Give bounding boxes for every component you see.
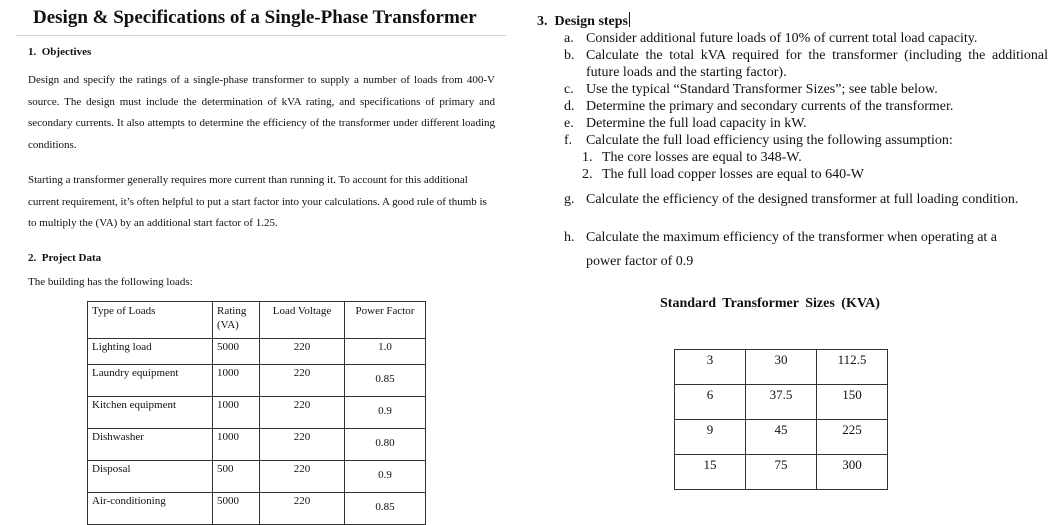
design-steps-heading-text: 3. Design steps (537, 14, 629, 29)
power-factor-cell: 0.9 (345, 397, 426, 429)
voltage-cell: 220 (260, 461, 345, 493)
rating-cell: 1000 (213, 365, 260, 397)
step-text: Determine the full load capacity in kW. (586, 116, 807, 131)
step-f-1 (582, 149, 1042, 166)
loads-table-header (88, 302, 426, 339)
size-cell: 150 (817, 385, 888, 420)
loads-table (87, 301, 426, 525)
voltage-cell: 220 (260, 493, 345, 525)
size-cell: 9 (675, 420, 746, 455)
rating-cell: 5000 (213, 339, 260, 365)
step-marker: g. (564, 192, 575, 207)
table-row (675, 350, 888, 385)
voltage-cell: 220 (260, 397, 345, 429)
step-text: The full load copper losses are equal to 640-W (602, 167, 865, 182)
rating-cell: 5000 (213, 493, 260, 525)
load-type-cell: Disposal (88, 461, 213, 493)
column-header: Load Voltage (260, 302, 345, 339)
project-data-intro: The building has the following loads: (28, 276, 193, 288)
load-type-cell: Dishwasher (88, 429, 213, 461)
step-marker: 1. (582, 150, 593, 165)
objectives-paragraph-2: Starting a transformer generally requires more current than running it. To account for this additional current requirement, it’s often helpful to put a start factor into your calculations. A good rule of thumb is to multiply the (VA) by an additional start factor of 1.25. (28, 174, 487, 230)
table-row (675, 455, 888, 490)
title-divider (16, 35, 506, 36)
step-c (564, 81, 1044, 98)
table-row (88, 397, 426, 429)
size-cell: 112.5 (817, 350, 888, 385)
power-factor-cell: 0.85 (345, 493, 426, 525)
voltage-cell: 220 (260, 429, 345, 461)
size-cell: 37.5 (746, 385, 817, 420)
step-g (564, 191, 1054, 208)
step-text: Calculate the full load efficiency using the following assumption: (586, 133, 953, 148)
size-cell: 3 (675, 350, 746, 385)
step-e (564, 115, 1044, 132)
design-steps-heading (537, 12, 630, 30)
step-text: The core losses are equal to 348-W. (602, 150, 802, 165)
objectives-paragraph-1: Design and specify the ratings of a single-phase transformer to supply a number of loads from 400-V source. The design must include the determination of kVA rating, and specifications of primary and secondary currents. It also attempts to determine the efficiency of the transformer under different loading conditions. (28, 74, 495, 152)
step-f-2 (582, 166, 1042, 183)
size-cell: 300 (817, 455, 888, 490)
power-factor-cell: 0.80 (345, 429, 426, 461)
rating-cell: 500 (213, 461, 260, 493)
table-row (88, 493, 426, 525)
step-marker: 2. (582, 167, 593, 182)
step-d (564, 98, 1044, 115)
text-cursor (629, 12, 630, 27)
size-cell: 75 (746, 455, 817, 490)
step-b (564, 47, 1048, 81)
step-marker: a. (564, 31, 574, 46)
column-header: Type of Loads (88, 302, 213, 339)
step-marker: c. (564, 82, 574, 97)
rating-cell: 1000 (213, 429, 260, 461)
step-text: Calculate the maximum efficiency of the transformer when operating at a power factor of 0.9 (586, 230, 998, 269)
table-row (88, 461, 426, 493)
power-factor-cell: 0.9 (345, 461, 426, 493)
power-factor-cell: 0.85 (345, 365, 426, 397)
step-marker: b. (564, 48, 575, 63)
step-marker: e. (564, 116, 574, 131)
size-cell: 225 (817, 420, 888, 455)
load-type-cell: Laundry equipment (88, 365, 213, 397)
standard-sizes-table (674, 349, 888, 490)
load-type-cell: Kitchen equipment (88, 397, 213, 429)
voltage-cell: 220 (260, 365, 345, 397)
step-h (564, 226, 1026, 274)
size-cell: 45 (746, 420, 817, 455)
size-cell: 30 (746, 350, 817, 385)
size-cell: 15 (675, 455, 746, 490)
step-a (564, 30, 1044, 47)
voltage-cell: 220 (260, 339, 345, 365)
step-text: Consider additional future loads of 10% of current total load capacity. (586, 31, 978, 46)
step-text: Determine the primary and secondary currents of the transformer. (586, 99, 954, 114)
document-title: Design & Specifications of a Single-Phase Transformer (33, 7, 477, 28)
step-marker: d. (564, 99, 575, 114)
column-header: Rating (VA) (213, 302, 260, 339)
step-text: Use the typical “Standard Transformer Sizes”; see table below. (586, 82, 938, 97)
rating-cell: 1000 (213, 397, 260, 429)
step-f (564, 132, 1044, 149)
step-text: Calculate the total kVA required for the transformer (including the additional future loads and the starting factor). (586, 48, 1048, 80)
power-factor-cell: 1.0 (345, 339, 426, 365)
project-data-heading: 2. Project Data (28, 252, 102, 264)
table-row (675, 385, 888, 420)
table-row (88, 339, 426, 365)
table-row (88, 429, 426, 461)
size-cell: 6 (675, 385, 746, 420)
objectives-heading: 1. Objectives (28, 46, 92, 58)
step-marker: h. (564, 230, 575, 245)
step-marker: f. (564, 133, 573, 148)
load-type-cell: Lighting load (88, 339, 213, 365)
table-row (88, 365, 426, 397)
step-text: Calculate the efficiency of the designed transformer at full loading condition. (586, 192, 1019, 207)
standard-sizes-title: Standard Transformer Sizes (KVA) (660, 296, 880, 311)
load-type-cell: Air-conditioning (88, 493, 213, 525)
table-row (675, 420, 888, 455)
column-header: Power Factor (345, 302, 426, 339)
